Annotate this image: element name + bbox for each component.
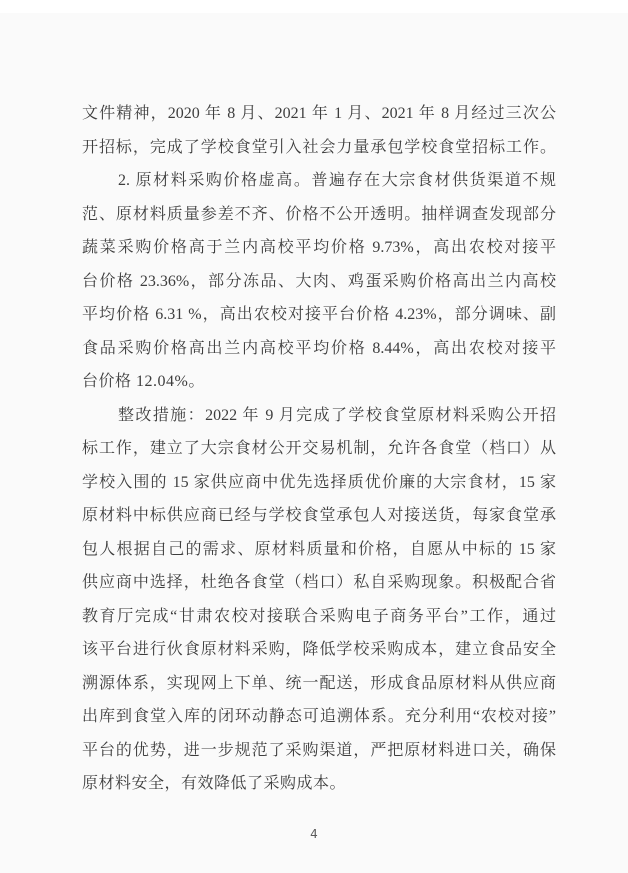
text-line: 原材料安全，有效降低了采购成本。 (82, 775, 347, 792)
page-top-edge (0, 0, 628, 13)
text-line: 开招标，完成了学校食堂引入社会力量承包学校食堂招标工作。 (82, 138, 556, 156)
text-line: 学校入围的 15 家供应商中优先选择质优价廉的大宗食材，15 家 (82, 473, 556, 491)
text-line: 2. 原材料采购价格虚高。普遍存在大宗食材供货渠道不规 (118, 172, 556, 189)
text-line: 蔬菜采购价格高于兰内高校平均价格 9.73%，高出农校对接平 (82, 239, 556, 256)
text-line: 食品采购价格高出兰内高校平均价格 8.44%，高出农校对接平 (82, 339, 556, 357)
text-line: 平台的优势，进一步规范了采购渠道，严把原材料进口关，确保 (82, 741, 556, 759)
text-line: 原材料中标供应商已经与学校食堂承包人对接送货，每家食堂承 (82, 507, 556, 524)
text-line: 出库到食堂入库的闭环动静态可追溯体系。充分利用“农校对接” (82, 708, 556, 725)
text-line: 溯源体系，实现网上下单、统一配送，形成食品原材料从供应商 (82, 674, 556, 692)
text-line: 标工作，建立了大宗食材公开交易机制，允许各食堂（档口）从 (82, 440, 556, 457)
text-line: 台价格 23.36%，部分冻品、大肉、鸡蛋采购价格高出兰内高校 (82, 272, 556, 290)
text-line: 台价格 12.04%。 (82, 373, 205, 390)
text-line: 范、原材料质量参差不齐、价格不公开透明。抽样调查发现部分 (82, 205, 556, 223)
text-line: 教育厅完成“甘肃农校对接联合采购电子商务平台”工作，通过 (82, 607, 556, 625)
document-text-block (82, 97, 556, 801)
text-line: 该平台进行伙食原材料采购，降低学校采购成本，建立食品安全 (82, 641, 556, 658)
text-line: 文件精神，2020 年 8 月、2021 年 1 月、2021 年 8 月经过三次公 (82, 105, 556, 122)
text-line: 包人根据自己的需求、原材料质量和价格，自愿从中标的 15 家 (82, 540, 556, 558)
text-line: 供应商中选择，杜绝各食堂（档口）私自采购现象。积极配合省 (82, 574, 556, 591)
text-line: 整改措施：2022 年 9 月完成了学校食堂原材料采购公开招 (118, 406, 556, 424)
text-line: 平均价格 6.31 %，高出农校对接平台价格 4.23%，部分调味、副 (82, 306, 556, 323)
page-number: 4 (310, 827, 318, 841)
